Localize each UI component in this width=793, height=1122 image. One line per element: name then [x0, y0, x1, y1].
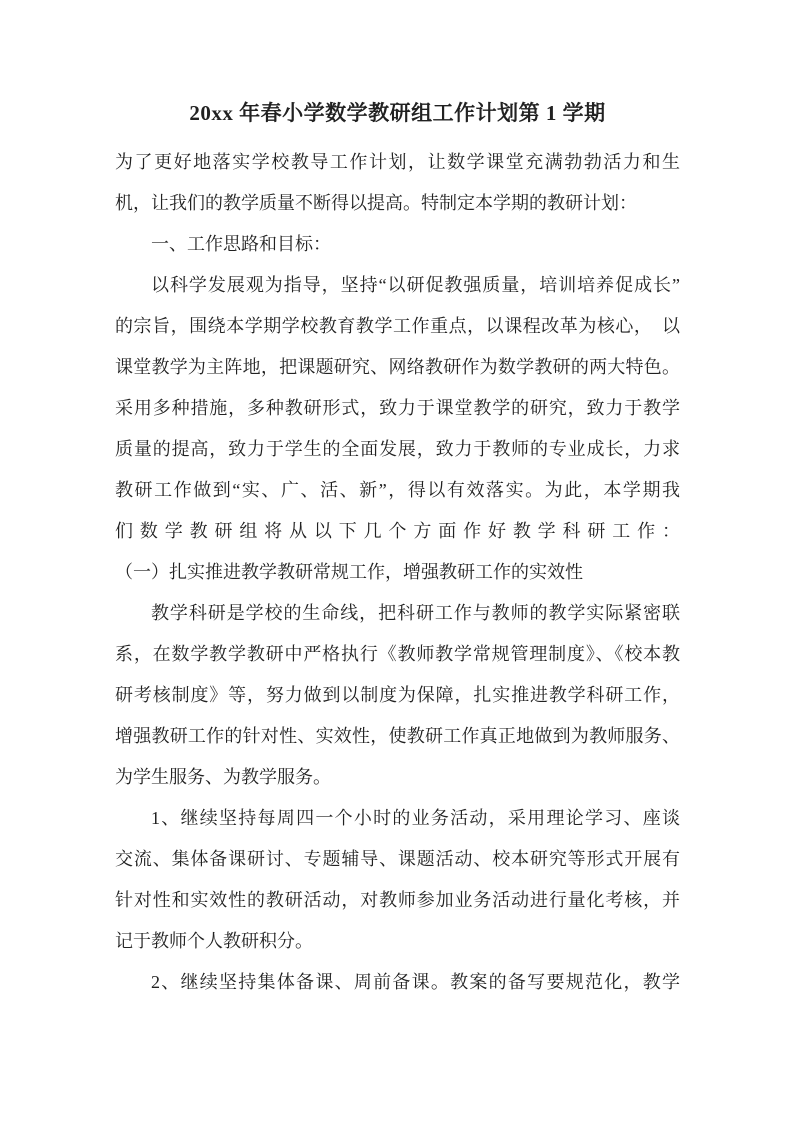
text-line: 以科学发展观为指导，坚持“以研促教强质量，培训培养促成长”	[151, 275, 680, 295]
text-line: 1、继续坚持每周四一个小时的业务活动，采用理论学习、座谈	[151, 808, 680, 828]
document-title: 20xx 年春小学数学教研组工作计划第 1 学期	[189, 101, 606, 125]
text-line: 交流、集体备课研讨、专题辅导、课题活动、校本研究等形式开展有	[115, 849, 680, 869]
text-line: 教研工作做到“实、广、活、新”，得以有效落实。为此，本学期我	[115, 480, 680, 500]
text-line: 课堂教学为主阵地，把课题研究、网络教研作为数学教研的两大特色。	[115, 357, 680, 377]
text-line: 针对性和实效性的教研活动，对教师参加业务活动进行量化考核，并	[115, 890, 680, 910]
text-line: 质量的提高，致力于学生的全面发展，致力于教师的专业成长，力求	[115, 439, 680, 459]
text-line: 的宗旨，围绕本学期学校教育教学工作重点，以课程改革为核心， 以	[115, 316, 680, 336]
text-line: 增强教研工作的针对性、实效性，使教研工作真正地做到为教师服务、	[115, 726, 680, 746]
text-line: 一、工作思路和目标：	[151, 234, 331, 254]
text-line: 记于教师个人教研积分。	[115, 931, 313, 951]
text-line: 系，在数学教学教研中严格执行《教师教学常规管理制度》、《校本教	[115, 644, 680, 664]
text-line: 采用多种措施，多种教研形式，致力于课堂教学的研究，致力于教学	[115, 398, 680, 418]
text-line: 2、继续坚持集体备课、周前备课。教案的备写要规范化，教学	[151, 972, 680, 992]
text-line: 教学科研是学校的生命线，把科研工作与教师的教学实际紧密联	[151, 603, 680, 623]
text-line: （一）扎实推进教学教研常规工作，增强教研工作的实效性	[115, 562, 583, 582]
text-line: 为学生服务、为教学服务。	[115, 767, 331, 787]
text-line: 为了更好地落实学校教导工作计划，让数学课堂充满勃勃活力和生	[115, 152, 680, 172]
text-line: 研考核制度》等，努力做到以制度为保障，扎实推进教学科研工作，	[115, 685, 680, 705]
text-line: 们数学教研组将从以下几个方面作好教学科研工作：	[115, 521, 680, 541]
text-line: 机，让我们的教学质量不断得以提高。特制定本学期的教研计划：	[115, 193, 637, 213]
